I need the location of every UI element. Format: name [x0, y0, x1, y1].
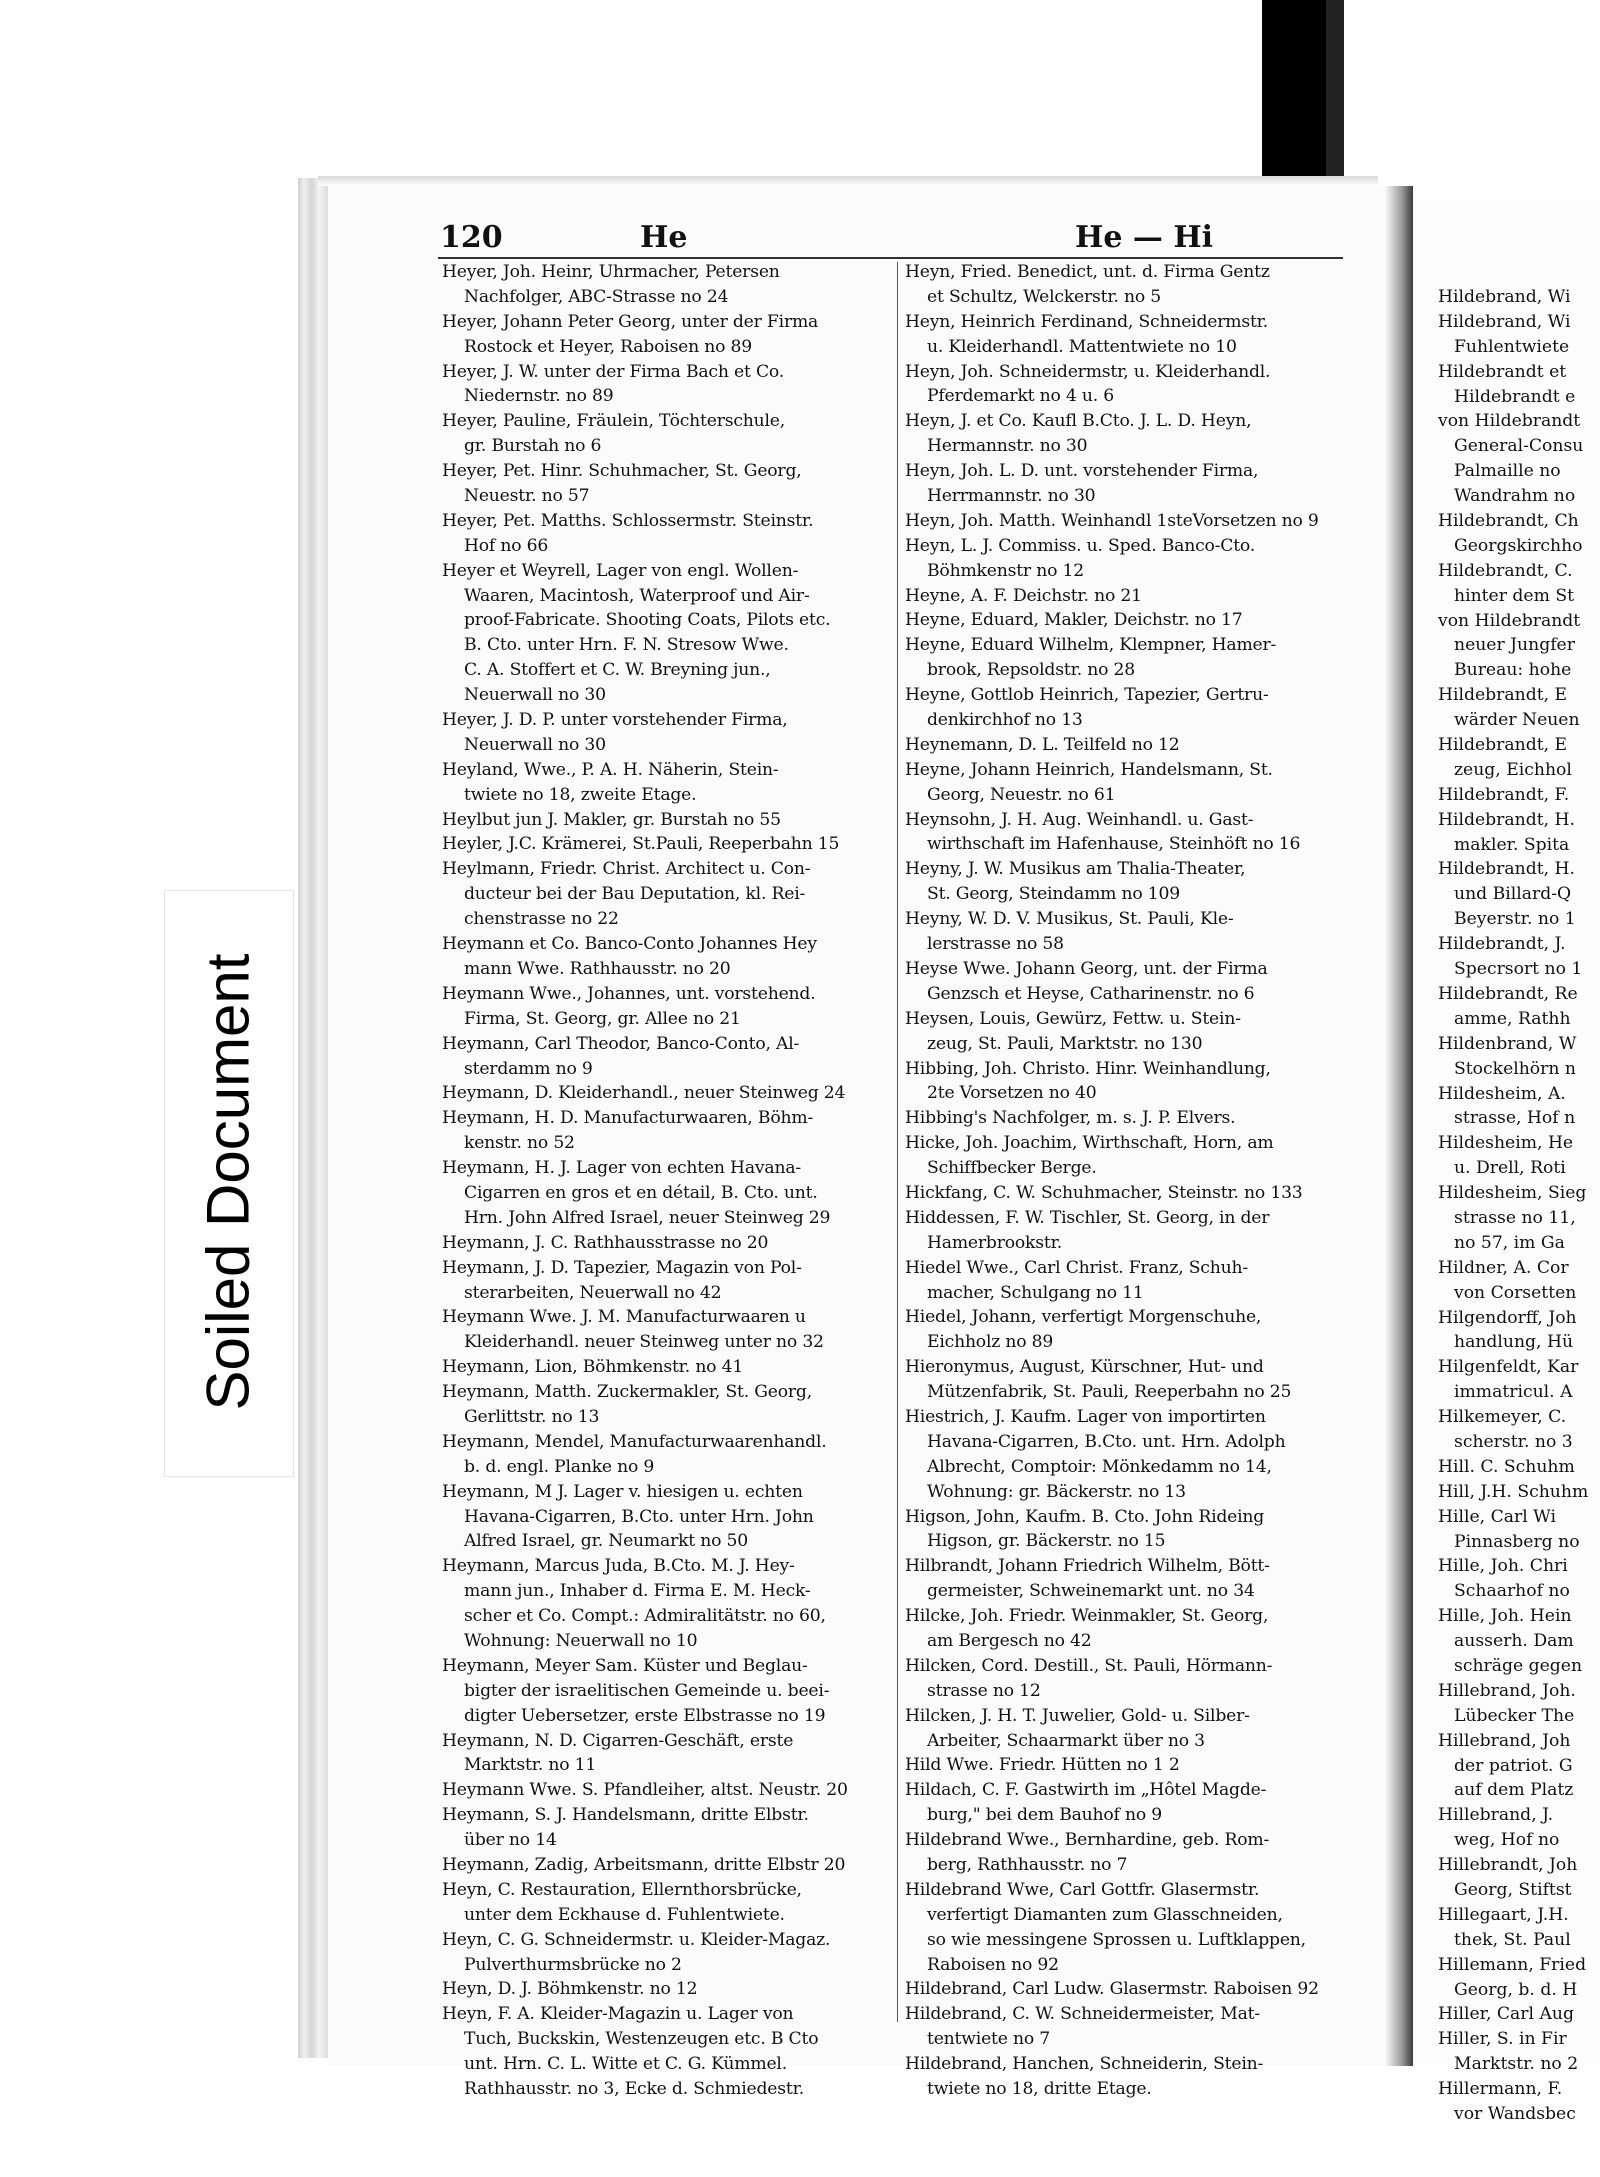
directory-entry-line: Heymann Wwe., Johannes, unt. vorstehend. — [442, 983, 816, 1004]
directory-entry-line: tentwiete no 7 — [927, 2029, 1050, 2050]
directory-entry-line: Palmaille no — [1454, 461, 1561, 482]
directory-entry-line: Heyn, L. J. Commiss. u. Sped. Banco-Cto. — [905, 535, 1256, 556]
directory-entry-line: Hill. C. Schuhm — [1438, 1456, 1575, 1477]
directory-entry-line: amme, Rathh — [1454, 1008, 1571, 1029]
directory-entry-line: Waaren, Macintosh, Waterproof und Air- — [464, 585, 810, 606]
directory-entry-line: ausserh. Dam — [1454, 1631, 1574, 1652]
directory-entry-line: ducteur bei der Bau Deputation, kl. Rei- — [464, 884, 806, 905]
directory-entry-line: Heymann Wwe. S. Pfandleiher, altst. Neustr. 20 — [442, 1780, 848, 1801]
directory-entry-line: Hildesheim, He — [1438, 1133, 1574, 1154]
directory-entry-line: Heyse Wwe. Johann Georg, unt. der Firma — [905, 958, 1268, 979]
directory-entry-line: Hibbing's Nachfolger, m. s. J. P. Elvers. — [905, 1108, 1236, 1129]
directory-entry-line: mann jun., Inhaber d. Firma E. M. Heck- — [464, 1581, 811, 1602]
directory-entry-line: Hickfang, C. W. Schuhmacher, Steinstr. no 133 — [905, 1182, 1303, 1203]
directory-entry-line: und Billard-Q — [1454, 884, 1572, 905]
directory-entry-line: von Hildebrandt — [1438, 610, 1581, 631]
directory-entry-line: Hilcken, J. H. T. Juwelier, Gold- u. Silber- — [905, 1705, 1250, 1726]
directory-entry-line: Herrmannstr. no 30 — [927, 486, 1096, 507]
directory-entry-line: von Hildebrandt — [1438, 411, 1581, 432]
directory-entry-line: Marktstr. no 11 — [464, 1755, 597, 1776]
directory-entry-line: Niedernstr. no 89 — [464, 386, 614, 407]
directory-entry-line: Hildebrandt, E — [1438, 685, 1568, 706]
directory-entry-line: Hermannstr. no 30 — [927, 436, 1088, 457]
header-rule — [438, 257, 1343, 259]
page-number: 120 — [440, 220, 503, 255]
directory-entry-line: Hill, J.H. Schuhm — [1438, 1481, 1589, 1502]
directory-entry-line: Eichholz no 89 — [927, 1332, 1054, 1353]
directory-entry-line: Georgskirchho — [1454, 535, 1583, 556]
directory-entry-line: Heymann, N. D. Cigarren-Geschäft, erste — [442, 1730, 794, 1751]
directory-entry-line: Hof no 66 — [464, 535, 549, 556]
directory-entry-line: Wandrahm no — [1454, 486, 1576, 507]
left-column — [442, 260, 890, 2102]
directory-entry-line: Georg, Stiftst — [1454, 1880, 1572, 1900]
directory-entry-line: Heyn, J. et Co. Kaufl B.Cto. J. L. D. Heyn, — [905, 411, 1252, 432]
directory-entry-line: Hilbrandt, Johann Friedrich Wilhelm, Bött- — [905, 1556, 1270, 1577]
directory-entry-line: scher et Co. Compt.: Admiralitätstr. no 60, — [464, 1606, 826, 1627]
directory-entry-line: weg, Hof no — [1454, 1830, 1560, 1851]
directory-entry-line: immatricul. A — [1454, 1382, 1573, 1403]
directory-entry-line: Heyn, Heinrich Ferdinand, Schneidermstr. — [905, 311, 1269, 332]
directory-entry-line: am Bergesch no 42 — [927, 1630, 1092, 1651]
directory-entry-line: Heyer, Joh. Heinr, Uhrmacher, Petersen — [442, 262, 780, 282]
directory-entry-line: twiete no 18, zweite Etage. — [464, 784, 697, 805]
directory-entry-line: Kleiderhandl. neuer Steinweg unter no 32 — [464, 1332, 824, 1353]
directory-entry-line: Heyne, Eduard Wilhelm, Klempner, Hamer- — [905, 635, 1277, 656]
directory-entry-line: Firma, St. Georg, gr. Allee no 21 — [464, 1008, 741, 1029]
directory-entry-line: Beyerstr. no 1 — [1454, 909, 1576, 930]
directory-entry-line: Heymann, S. J. Handelsmann, dritte Elbstr. — [442, 1805, 809, 1826]
directory-entry-line: Hildebrand Wwe., Bernhardine, geb. Rom- — [905, 1830, 1270, 1851]
directory-entry-line: Heyn, Joh. Schneidermstr, u. Kleiderhandl. — [905, 361, 1271, 382]
directory-entry-line: Wohnung: gr. Bäckerstr. no 13 — [927, 1481, 1186, 1502]
directory-entry-line: Hildenbrand, W — [1438, 1033, 1577, 1054]
directory-entry-line: Hildebrand, Carl Ludw. Glasermstr. Raboisen 92 — [905, 1979, 1319, 2000]
directory-entry-line: Heyland, Wwe., P. A. H. Näherin, Stein- — [442, 759, 779, 780]
directory-entry-line: no 57, im Ga — [1454, 1232, 1565, 1253]
directory-entry-line: Hibbing, Joh. Christo. Hinr. Weinhandlung, — [905, 1058, 1271, 1079]
directory-entry-line: Heyn, C. G. Schneidermstr. u. Kleider-Magaz. — [442, 1929, 831, 1950]
directory-entry-line: Hildebrand, Hanchen, Schneiderin, Stein- — [905, 2054, 1264, 2075]
directory-entry-line: Heyn, Fried. Benedict, unt. d. Firma Gentz — [905, 262, 1270, 282]
directory-entry-line: Gerlittstr. no 13 — [464, 1406, 600, 1427]
directory-entry-line: Hildebrandt, E — [1438, 735, 1568, 756]
directory-entry-line: Heymann, M J. Lager v. hiesigen u. echten — [442, 1481, 803, 1502]
directory-entry-line: unt. Hrn. C. L. Witte et C. G. Kümmel. — [464, 2054, 787, 2075]
directory-entry-line: Schaarhof no — [1454, 1581, 1570, 1602]
directory-entry-line: sterdamm no 9 — [464, 1058, 593, 1079]
directory-entry-line: sterarbeiten, Neuerwall no 42 — [464, 1282, 722, 1303]
directory-entry-line: Hildebrandt, H. — [1438, 809, 1575, 830]
directory-entry-line: Heymann, D. Kleiderhandl., neuer Steinweg 24 — [442, 1083, 846, 1104]
directory-entry-line: Rostock et Heyer, Raboisen no 89 — [464, 336, 753, 357]
directory-entry-line: B. Cto. unter Hrn. F. N. Stresow Wwe. — [464, 635, 789, 656]
directory-entry-line: Schiffbecker Berge. — [927, 1158, 1097, 1179]
directory-entry-line: Hild Wwe. Friedr. Hütten no 1 2 — [905, 1755, 1180, 1776]
directory-entry-line: Pulverthurmsbrücke no 2 — [464, 1954, 682, 1975]
directory-entry-line: Heymann, Mendel, Manufacturwaarenhandl. — [442, 1431, 827, 1452]
directory-entry-line: Heylbut jun J. Makler, gr. Burstah no 55 — [442, 809, 781, 830]
directory-entry-line: Alfred Israel, gr. Neumarkt no 50 — [464, 1531, 749, 1552]
directory-entry-line: Specrsort no 1 — [1454, 959, 1583, 980]
directory-entry-line: Hildebrand, Wi — [1438, 287, 1571, 307]
directory-entry-line: vor Wandsbec — [1454, 2104, 1576, 2125]
directory-entry-line: berg, Rathhausstr. no 7 — [927, 1855, 1128, 1875]
directory-entry-line: Heymann, J. D. Tapezier, Magazin von Pol- — [442, 1257, 802, 1278]
directory-entry-line: Heymann, Meyer Sam. Küster und Beglau- — [442, 1655, 808, 1676]
directory-entry-line: Heyny, W. D. V. Musikus, St. Pauli, Kle- — [905, 909, 1234, 930]
directory-entry-line: Hildebrandt e — [1454, 386, 1576, 407]
directory-entry-line: Hillemann, Fried — [1438, 1954, 1587, 1975]
directory-entry-line: Rathhausstr. no 3, Ecke d. Schmiedestr. — [464, 2079, 804, 2100]
directory-entry-line: Hildesheim, A. — [1438, 1083, 1566, 1104]
directory-entry-line: bigter der israelitischen Gemeinde u. beei- — [464, 1680, 830, 1701]
directory-entry-line: Heymann, Marcus Juda, B.Cto. M. J. Hey- — [442, 1556, 795, 1577]
running-head-right: He — Hi — [1075, 220, 1214, 255]
directory-entry-line: Pferdemarkt no 4 u. 6 — [927, 386, 1115, 407]
directory-entry-line: Hicke, Joh. Joachim, Wirthschaft, Horn, am — [905, 1133, 1274, 1154]
directory-entry-line: Heyne, A. F. Deichstr. no 21 — [905, 585, 1142, 606]
directory-entry-line: makler. Spita — [1454, 834, 1570, 855]
directory-entry-line: macher, Schulgang no 11 — [927, 1282, 1144, 1303]
directory-entry-line: wärder Neuen — [1454, 710, 1580, 731]
directory-entry-line: Hildebrandt, J. — [1438, 934, 1566, 955]
directory-entry-line: Heymann et Co. Banco-Conto Johannes Hey — [442, 934, 817, 955]
directory-entry-line: Heynsohn, J. H. Aug. Weinhandl. u. Gast- — [905, 809, 1254, 830]
directory-entry-line: Heyer, J. D. P. unter vorstehender Firma, — [442, 710, 788, 731]
directory-entry-line: Neuestr. no 57 — [464, 486, 590, 507]
directory-entry-line: neuer Jungfer — [1454, 635, 1575, 656]
directory-entry-line: strasse, Hof n — [1454, 1108, 1576, 1129]
directory-entry-line: Heyn, D. J. Böhmkenstr. no 12 — [442, 1979, 698, 2000]
directory-entry-line: Hiedel Wwe., Carl Christ. Franz, Schuh- — [905, 1257, 1248, 1278]
directory-entry-line: Heymann, Zadig, Arbeitsmann, dritte Elbstr 20 — [442, 1855, 846, 1875]
directory-entry-line: Hillermann, F. — [1438, 2079, 1563, 2100]
directory-entry-line: Heyer, Pet. Matths. Schlossermstr. Steinstr. — [442, 510, 814, 531]
directory-entry-line: Higson, John, Kaufm. B. Cto. John Rideing — [905, 1506, 1265, 1527]
directory-entry-line: General-Consu — [1454, 436, 1584, 457]
directory-entry-line: Hildebrandt et — [1438, 361, 1567, 382]
directory-entry-line: Stockelhörn n — [1454, 1058, 1576, 1079]
directory-entry-line: hinter dem St — [1454, 585, 1575, 606]
directory-entry-line: Hiestrich, J. Kaufm. Lager von importirten — [905, 1406, 1266, 1427]
directory-entry-line: u. Kleiderhandl. Mattentwiete no 10 — [927, 336, 1237, 357]
directory-entry-line: Hildebrandt, Re — [1438, 983, 1578, 1004]
directory-entry-line: Hille, Joh. Chri — [1438, 1556, 1568, 1577]
directory-entry-line: Heyer, Pet. Hinr. Schuhmacher, St. Georg, — [442, 461, 802, 482]
directory-entry-line: Hilcke, Joh. Friedr. Weinmakler, St. Georg, — [905, 1606, 1269, 1627]
directory-entry-line: Hiddessen, F. W. Tischler, St. Georg, in der — [905, 1207, 1270, 1228]
directory-entry-line: Heyer, Pauline, Fräulein, Töchterschule, — [442, 411, 786, 432]
right-column — [905, 260, 1345, 2102]
directory-entry-line: Wohnung: Neuerwall no 10 — [464, 1630, 698, 1651]
directory-entry-line: über no 14 — [464, 1830, 557, 1851]
directory-entry-line: Nachfolger, ABC-Strasse no 24 — [464, 286, 729, 307]
directory-entry-line: Higson, gr. Bäckerstr. no 15 — [927, 1531, 1166, 1552]
directory-entry-line: lerstrasse no 58 — [927, 934, 1064, 955]
directory-entry-line: Hilgendorff, Joh — [1438, 1307, 1577, 1328]
directory-entry-line: Lübecker The — [1454, 1705, 1575, 1726]
directory-entry-line: burg," bei dem Bauhof no 9 — [927, 1805, 1162, 1826]
directory-entry-line: 2te Vorsetzen no 40 — [927, 1083, 1097, 1104]
directory-entry-line: Heyer et Weyrell, Lager von engl. Wollen- — [442, 560, 799, 581]
directory-entry-line: Hille, Joh. Hein — [1438, 1606, 1572, 1627]
directory-entry-line: denkirchhof no 13 — [927, 710, 1083, 731]
directory-entry-line: Heymann Wwe. J. M. Manufacturwaaren u — [442, 1307, 806, 1328]
directory-entry-line: der patriot. G — [1454, 1755, 1573, 1776]
directory-entry-line: Heymann, Lion, Böhmkenstr. no 41 — [442, 1357, 744, 1378]
directory-entry-line: Hillebrand, Joh. — [1438, 1680, 1576, 1701]
directory-entry-line: Hilcken, Cord. Destill., St. Pauli, Hörmann- — [905, 1655, 1273, 1676]
directory-entry-line: kenstr. no 52 — [464, 1133, 575, 1154]
directory-entry-line: Georg, Neuestr. no 61 — [927, 784, 1116, 805]
directory-entry-line: Hilgenfeldt, Kar — [1438, 1357, 1579, 1378]
directory-entry-line: Hillebrand, Joh — [1438, 1730, 1571, 1751]
directory-entry-line: Hiedel, Johann, verfertigt Morgenschuhe, — [905, 1307, 1262, 1328]
directory-entry-line: Pinnasberg no — [1454, 1531, 1580, 1552]
directory-entry-line: zeug, St. Pauli, Marktstr. no 130 — [927, 1033, 1203, 1054]
directory-entry-line: Heymann, H. J. Lager von echten Havana- — [442, 1158, 801, 1179]
directory-entry-line: Heyn, Joh. L. D. unt. vorstehender Firma, — [905, 461, 1259, 482]
directory-entry-line: Hildebrandt, C. — [1438, 560, 1573, 581]
directory-entry-line: Heyler, J.C. Krämerei, St.Pauli, Reeperbahn 15 — [442, 834, 840, 855]
directory-entry-line: auf dem Platz — [1454, 1780, 1574, 1801]
directory-entry-line: C. A. Stoffert et C. W. Breyning jun., — [464, 660, 771, 681]
directory-entry-line: Heyne, Johann Heinrich, Handelsmann, St. — [905, 759, 1273, 780]
directory-entry-line: gr. Burstah no 6 — [464, 436, 602, 457]
directory-entry-line: Heymann, J. C. Rathhausstrasse no 20 — [442, 1232, 769, 1253]
directory-entry-line: thek, St. Paul — [1454, 1929, 1571, 1950]
directory-entry-line: strasse no 12 — [927, 1680, 1041, 1701]
directory-entry-line: Hildebrand Wwe, Carl Gottfr. Glasermstr. — [905, 1879, 1260, 1900]
directory-entry-line: germeister, Schweinemarkt unt. no 34 — [927, 1581, 1255, 1602]
directory-entry-line: Heyn, Joh. Matth. Weinhandl 1steVorsetzen no 9 — [905, 510, 1319, 531]
directory-entry-line: Neuerwall no 30 — [464, 734, 606, 755]
directory-entry-line: Havana-Cigarren, B.Cto. unt. Hrn. Adolph — [927, 1431, 1286, 1452]
directory-entry-line: Böhmkenstr no 12 — [927, 560, 1084, 581]
directory-entry-line: unter dem Eckhause d. Fuhlentwiete. — [464, 1904, 785, 1925]
directory-entry-line: Hildner, A. Cor — [1438, 1257, 1569, 1278]
directory-entry-line: twiete no 18, dritte Etage. — [927, 2079, 1152, 2100]
book-gutter — [1385, 186, 1413, 2066]
directory-entry-line: u. Drell, Roti — [1454, 1158, 1566, 1179]
directory-entry-line: b. d. engl. Planke no 9 — [464, 1456, 655, 1477]
directory-entry-line: Marktstr. no 2 — [1454, 2054, 1579, 2075]
directory-entry-line: Fuhlentwiete — [1454, 336, 1570, 357]
directory-entry-line: Heylmann, Friedr. Christ. Architect u. Con- — [442, 859, 811, 880]
directory-entry-line: Hildebrandt, H. — [1438, 859, 1575, 880]
directory-entry-line: Raboisen no 92 — [927, 1954, 1059, 1975]
directory-entry-line: strasse no 11, — [1454, 1207, 1576, 1228]
directory-entry-line: Hiller, S. in Fir — [1438, 2029, 1567, 2050]
directory-entry-line: verfertigt Diamanten zum Glasschneiden, — [927, 1904, 1283, 1925]
column-rule — [897, 262, 898, 2022]
directory-entry-line: Hildebrand, C. W. Schneidermeister, Mat- — [905, 2004, 1260, 2025]
directory-entry-line: Hildebrand, Wi — [1438, 311, 1571, 332]
directory-entry-line: Hamerbrookstr. — [927, 1232, 1062, 1253]
directory-entry-line: wirthschaft im Hafenhause, Steinhöft no 16 — [927, 834, 1301, 855]
running-head-left: He — [640, 220, 688, 255]
directory-entry-line: Arbeiter, Schaarmarkt über no 3 — [927, 1730, 1205, 1751]
directory-entry-line: scherstr. no 3 — [1454, 1431, 1573, 1452]
directory-entry-line: Heymann, Carl Theodor, Banco-Conto, Al- — [442, 1033, 800, 1054]
directory-entry-line: St. Georg, Steindamm no 109 — [927, 884, 1181, 905]
scan-border — [1262, 0, 1600, 200]
directory-entry-line: Neuerwall no 30 — [464, 685, 606, 706]
directory-entry-line: Cigarren en gros et en détail, B. Cto. unt. — [464, 1182, 818, 1203]
directory-entry-line: brook, Repsoldstr. no 28 — [927, 660, 1135, 681]
directory-entry-line: Hildesheim, Sieg — [1438, 1183, 1587, 1204]
directory-entry-line: Hieronymus, August, Kürschner, Hut- und — [905, 1357, 1264, 1378]
directory-entry-line: Mützenfabrik, St. Pauli, Reeperbahn no 25 — [927, 1382, 1292, 1403]
directory-entry-line: schräge gegen — [1454, 1655, 1583, 1676]
directory-entry-line: Havana-Cigarren, B.Cto. unter Hrn. John — [464, 1506, 814, 1527]
directory-entry-line: Heyn, F. A. Kleider-Magazin u. Lager von — [442, 2004, 794, 2025]
directory-entry-line: so wie messingene Sprossen u. Luftklappen, — [927, 1929, 1306, 1950]
page-edge — [298, 178, 328, 2058]
directory-entry-line: Hildach, C. F. Gastwirth im „Hôtel Magde- — [905, 1780, 1267, 1801]
directory-entry-line: et Schultz, Welckerstr. no 5 — [927, 286, 1162, 307]
directory-entry-line: Heyne, Eduard, Makler, Deichstr. no 17 — [905, 610, 1243, 631]
directory-entry-line: zeug, Eichhol — [1454, 759, 1572, 780]
directory-entry-line: Albrecht, Comptoir: Mönkedamm no 14, — [927, 1456, 1272, 1477]
directory-entry-line: Heyny, J. W. Musikus am Thalia-Theater, — [905, 859, 1246, 880]
directory-entry-line: Hilkemeyer, C. — [1438, 1407, 1567, 1428]
directory-entry-line: Hillebrand, J. — [1438, 1805, 1554, 1826]
directory-entry-line: Heysen, Louis, Gewürz, Fettw. u. Stein- — [905, 1008, 1241, 1029]
page-edge-top — [318, 176, 1378, 186]
directory-entry-line: Heyer, J. W. unter der Firma Bach et Co. — [442, 361, 784, 382]
directory-entry-line: Hiller, Carl Aug — [1438, 2004, 1574, 2025]
directory-entry-line: von Corsetten — [1454, 1282, 1577, 1303]
directory-entry-line: proof-Fabricate. Shooting Coats, Pilots etc. — [464, 610, 831, 631]
directory-entry-line: Hille, Carl Wi — [1438, 1506, 1557, 1527]
directory-entry-line: Hrn. John Alfred Israel, neuer Steinweg 29 — [464, 1207, 831, 1228]
directory-entry-line: Genzsch et Heyse, Catharinenstr. no 6 — [927, 983, 1255, 1004]
directory-entry-line: handlung, Hü — [1454, 1332, 1574, 1353]
directory-entry-line: Hildebrandt, F. — [1438, 784, 1570, 805]
directory-entry-line: mann Wwe. Rathhausstr. no 20 — [464, 958, 731, 979]
directory-entry-line: Georg, b. d. H — [1454, 1979, 1578, 2000]
directory-entry-line: digter Uebersetzer, erste Elbstrasse no 19 — [464, 1705, 826, 1726]
directory-entry-line: chenstrasse no 22 — [464, 909, 619, 930]
directory-entry-line: Heyer, Johann Peter Georg, unter der Firma — [442, 311, 819, 332]
directory-entry-line: Hillegaart, J.H. — [1438, 1904, 1569, 1925]
directory-entry-line: Heyn, C. Restauration, Ellernthorsbrücke, — [442, 1879, 802, 1900]
directory-entry-line: Hildebrandt, Ch — [1438, 511, 1579, 532]
directory-entry-line: Bureau: hohe — [1454, 660, 1572, 681]
soiled-document-label-text: Soiled Document — [194, 953, 262, 1411]
directory-entry-line: Heymann, H. D. Manufacturwaaren, Böhm- — [442, 1108, 814, 1129]
directory-entry-line: Heymann, Matth. Zuckermakler, St. Georg, — [442, 1382, 812, 1403]
directory-entry-line: Heynemann, D. L. Teilfeld no 12 — [905, 734, 1180, 755]
directory-entry-line: Hillebrandt, Joh — [1438, 1855, 1578, 1876]
directory-entry-line: Tuch, Buckskin, Westenzeugen etc. B Cto — [464, 2029, 819, 2050]
next-page-column — [1438, 285, 1600, 2127]
directory-entry-line: Heyne, Gottlob Heinrich, Tapezier, Gertru- — [905, 685, 1269, 706]
